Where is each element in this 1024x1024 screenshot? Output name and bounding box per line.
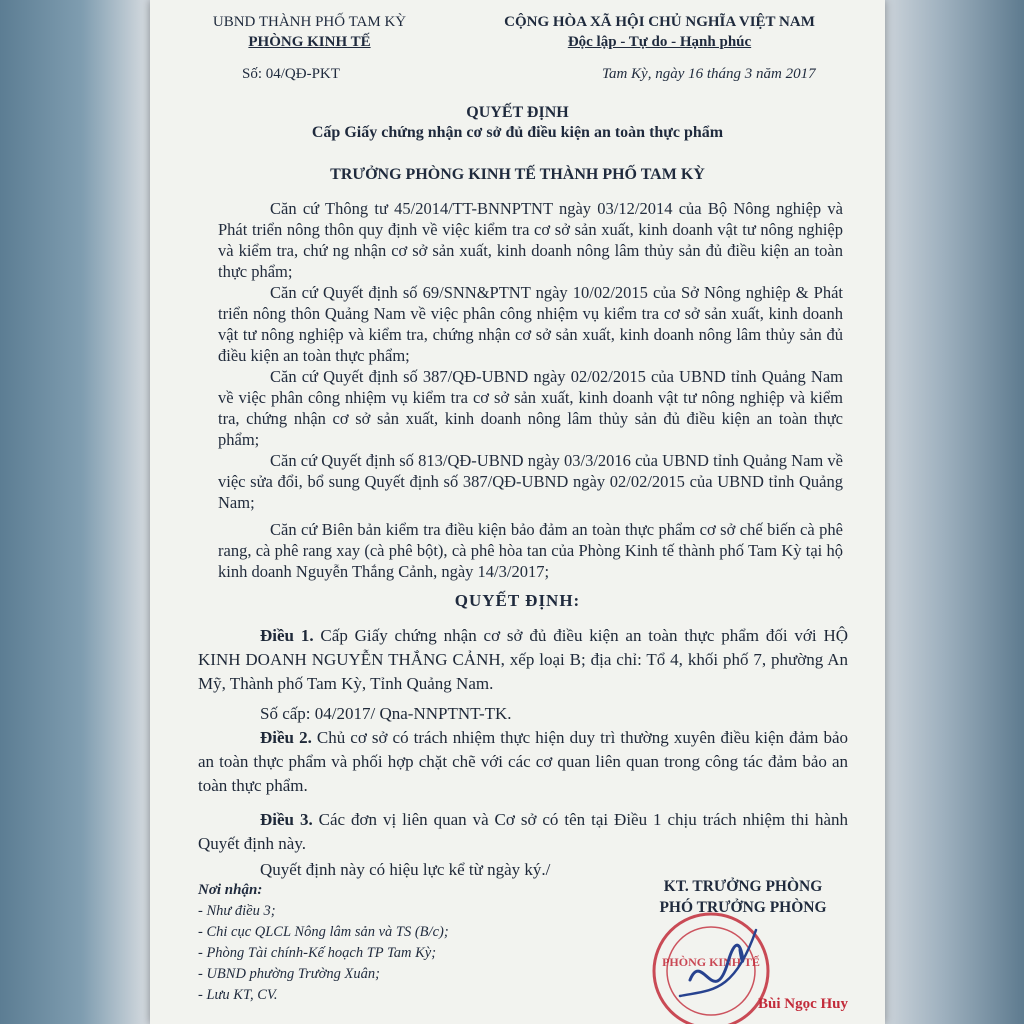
recipients-heading: Nơi nhận: [198,882,263,898]
article-3-label: Điều 3. [260,810,313,829]
issuer-line2: PHÒNG KINH TẾ [248,34,371,50]
article-2 [198,726,848,798]
recipients-list [198,880,538,1006]
article-2-text: Chủ cơ sở có trách nhiệm thực hiện duy trì thường xuyên điều kiện đảm bảo an toàn thực phẩm và phối hợp chặt chẽ với các cơ quan liên quan trong công tác đảm bảo an toàn thực phẩm. [198,728,848,795]
document-subtitle: Cấp Giấy chứng nhận cơ sở đủ điều kiện an toàn thực phẩm [311,124,724,141]
articles [198,624,848,882]
article-1 [198,624,848,696]
authority-line: TRƯỞNG PHÒNG KINH TẾ THÀNH PHỐ TAM KỲ [330,166,705,183]
recipient-item: - Như điều 3; [198,903,276,919]
preamble-paragraph: Căn cứ Quyết định số 387/QĐ-UBND ngày 02/02/2015 của UBND tỉnh Quảng Nam về việc phân công nhiệm vụ kiểm tra cơ sở sản xuất, kinh doanh vật tư nông nghiệp và kiểm tra, chứng nhận cơ sở sản xuất, kinh doanh nông lâm thủy sản đủ điều kiện an toàn thực phẩm; [218,367,843,449]
issuer-header [182,12,437,52]
signature-line2: PHÓ TRƯỞNG PHÒNG [659,899,827,916]
recipient-item: - Phòng Tài chính-Kế hoạch TP Tam Kỳ; [198,945,437,961]
effect-clause: Quyết định này có hiệu lực kể từ ngày ký./ [260,860,551,879]
article-2-label: Điều 2. [260,728,312,747]
article-1-text: Cấp Giấy chứng nhận cơ sở đủ điều kiện an toàn thực phẩm đối với HỘ KINH DOANH NGUYỄN THẮNG CẢNH, xếp loại B; địa chỉ: Tổ 4, khối phố 7, phường An Mỹ, Thành phố Tam Kỳ, Tỉnh Quảng Nam. [198,626,849,693]
issuer-line1: UBND THÀNH PHỐ TAM KỲ [212,14,407,30]
preamble-paragraph: Căn cứ Biên bản kiểm tra điều kiện bảo đảm an toàn thực phẩm cơ sở chế biến cà phê rang, cà phê rang xay (cà phê bột), cà phê hòa tan của Phòng Kinh tế thành phố Tam Kỳ tại hộ kinh doanh Nguyễn Thắng Cảnh, ngày 14/3/2017; [218,520,843,581]
article-1-label: Điều 1. [260,626,314,645]
certificate-number: Số cấp: 04/2017/ Qna-NNPTNT-TK. [260,704,512,723]
document-date: Tam Kỳ, ngày 16 tháng 3 năm 2017 [602,66,816,82]
recipient-item: - Chi cục QLCL Nông lâm sản và TS (B/c); [198,924,449,940]
recipient-item: - UBND phường Trường Xuân; [198,966,380,982]
national-title: CỘNG HÒA XÃ HỘI CHỦ NGHĨA VIỆT NAM [504,14,815,30]
signer-name: Bùi Ngọc Huy [757,996,848,1012]
decision-heading: QUYẾT ĐỊNH: [454,591,581,610]
preamble-paragraph: Căn cứ Thông tư 45/2014/TT-BNNPTNT ngày 03/12/2014 của Bộ Nông nghiệp và Phát triển nông thôn quy định về việc kiểm tra cơ sở sản xuất, kinh doanh vật tư nông nghiệp và kiểm tra, chứ ng nhận cơ sở sản xuất, kinh doanh nông lâm thủy sản đủ điều kiện an toàn thực phẩm; [218,199,843,281]
recipient-item: - Lưu KT, CV. [198,987,278,1003]
preamble [218,198,843,582]
signature-line1: KT. TRƯỞNG PHÒNG [663,878,823,895]
document-title: QUYẾT ĐỊNH [466,104,569,121]
national-motto: Độc lập - Tự do - Hạnh phúc [567,34,752,50]
article-3-text: Các đơn vị liên quan và Cơ sở có tên tại Điều 1 chịu trách nhiệm thi hành Quyết định này. [198,810,848,853]
document-number: Số: 04/QĐ-PKT [242,66,340,82]
national-header [472,12,847,52]
preamble-paragraph: Căn cứ Quyết định số 813/QĐ-UBND ngày 03/3/2016 của UBND tỉnh Quảng Nam về việc sửa đổi, bổ sung Quyết định số 387/QĐ-UBND ngày 02/02/2015 của UBND tỉnh Quảng Nam; [218,451,843,512]
stamp-text: PHÒNG KINH TẾ [662,955,760,969]
document-page [150,0,885,1024]
preamble-paragraph: Căn cứ Quyết định số 69/SNN&PTNT ngày 10/02/2015 của Sở Nông nghiệp & Phát triển nông thôn Quảng Nam về việc phân công nhiệm vụ kiểm tra cơ sở sản xuất, kinh doanh vật tư nông nghiệp và kiểm tra, chứng nhận cơ sở sản xuất, kinh doanh nông lâm thủy sản đủ điều kiện an toàn thực phẩm; [218,283,843,365]
article-3 [198,808,848,856]
